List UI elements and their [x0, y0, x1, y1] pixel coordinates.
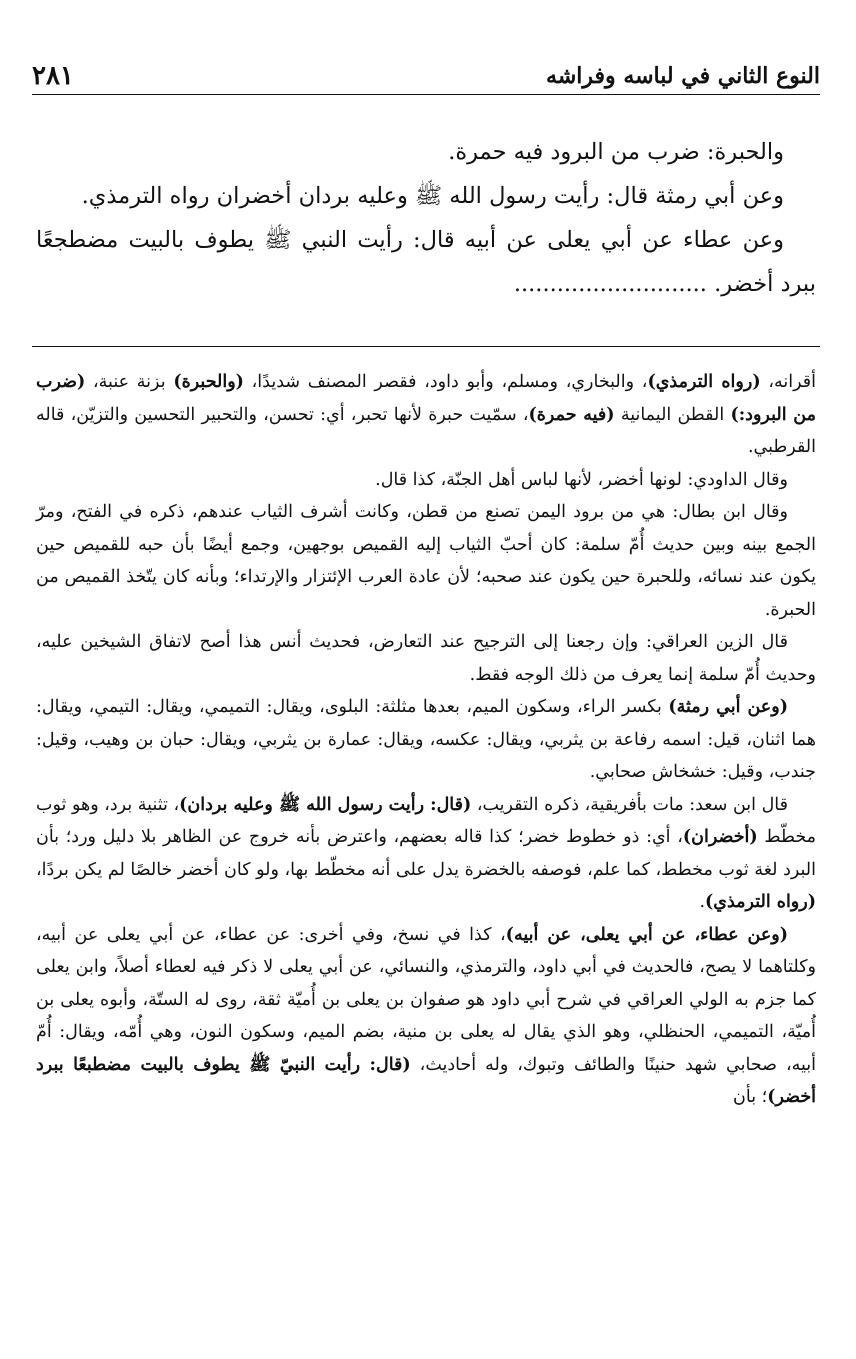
commentary-paragraph: [36, 366, 816, 464]
commentary-text: ، والبخاري، ومسلم، وأبو داود، فقصر المصنف شديدًا،: [243, 372, 648, 392]
matn-line-hibara: والحبرة: ضرب من البرود فيه حمرة.: [448, 139, 784, 165]
running-header: [32, 58, 820, 95]
matn-hadith-abu-ramtha: وعن أبي رمثة قال: رأيت رسول الله ﷺ وعليه بردان أخضران رواه الترمذي.: [81, 183, 784, 209]
matn-hadith-ata-text: وعن عطاء عن أبي يعلى عن أبيه قال: رأيت النبي ﷺ يطوف بالبيت مضطجعًا ببرد أخضر.: [36, 227, 816, 297]
quoted-matn: (وعن أبي رمثة): [668, 697, 788, 717]
commentary-paragraph: [36, 919, 816, 1114]
quoted-matn: (ضرب من البرود:): [36, 372, 816, 425]
commentary-text: ، كذا في نسخ، وفي أخرى: عن عطاء، عن أبي يعلى عن أبيه، وكلتاهما لا يصح، فالحديث في أبي داود، والترمذي، والنسائي، عن أبي يعلى لا ذكر فيه لعطاء أصلاً، وابن يعلى كما جزم به الولي العراقي في شرح أبي داود هو صفوان بن يعلى بن أُميّة ثقة، روى له الستّة، وأبوه يعلى بن أُميّة، التميمي، الحنظلي، وهو الذي يقال له يعلى بن منية، بضم الميم، وسكون النون، وهي أُمّه، ويقال: أُمّ أبيه، صحابي شهد حنينًا والطائف وتبوك، وله أحاديث،: [36, 924, 816, 1075]
commentary-paragraph: وقال ابن بطال: هي من برود اليمن تصنع من قطن، وكانت أشرف الثياب عندهم، ذكره في الفتح، ومرّ الجمع بينه وبين حديث أُمّ سلمة: كان أحبّ الثياب إليه القميص بوجهين، وجمع أيضًا بأن حبه للقميص حين يكون عند نسائه، وللحبرة حين يكون عند صحبه؛ لأن عادة العرب الإئتزار والإرتداء؛ وبأنه كان يتّخذ القميص من الحبرة.: [36, 502, 816, 620]
quoted-matn: (أخضران): [682, 827, 758, 847]
chapter-title: النوع الثاني في لباسه وفراشه: [546, 63, 820, 89]
commentary-text: أقرانه،: [760, 372, 816, 392]
commentary-text: ، تثنية برد، وهو ثوب مخطّط: [36, 794, 816, 847]
commentary-text: بكسر الراء، وسكون الميم، بعدها مثلثة: البلوى، ويقال: التميمي، ويقال: التيمي، ويقال: هما اثنان، قيل: اسمه رفاعة بن يثربي، ويقال: عكسه، ويقال: عمارة بن يثربي، ويقال: حبان بن وهيب، وقيل: جندب، وقيل: خشخاش صحابي.: [36, 697, 816, 782]
continuation-dots: ...........................: [513, 271, 707, 297]
page-number: ٢٨١: [32, 61, 74, 91]
quoted-matn: (رواه الترمذي): [705, 892, 816, 912]
main-text: [36, 130, 816, 306]
commentary: [36, 366, 816, 1114]
commentary-text: ؛ بأن: [733, 1087, 768, 1107]
quoted-matn: (وعن عطاء، عن أبي يعلى، عن أبيه): [505, 924, 789, 945]
commentary-text: بزنة عنبة،: [85, 372, 174, 392]
commentary-text: القطن اليمانية: [614, 404, 731, 425]
footnote-divider: [32, 346, 820, 347]
quoted-matn: (قال: رأيت النبيّ ﷺ يطوف بالبيت مضطبعًا ببرد أخضر): [36, 1054, 816, 1107]
commentary-paragraph: قال الزين العراقي: وإن رجعنا إلى الترجيح عند التعارض، فحديث أنس هذا أصح لاتفاق الشيخين عليه، وحديث أُمّ سلمة إنما يعرف من ذلك الوجه فقط.: [36, 632, 816, 685]
commentary-paragraph: وقال الداودي: لونها أخضر، لأنها لباس أهل الجنّة، كذا قال.: [375, 469, 788, 490]
commentary-paragraph: [36, 691, 816, 789]
quoted-matn: (فيه حمرة): [528, 404, 615, 425]
commentary-text: ، أي: ذو خطوط خضر؛ كذا قاله بعضهم، واعترض بأنه خروج عن الظاهر بلا دليل ورد؛ بأن البرد لغة ثوب مخطط، كما علم، فوصفه بالخضرة يدل على أنه مخطّط بها، ولو كان أخضر خالصًا لم يكن بردًا،: [36, 827, 816, 880]
commentary-text: ، سمّيت حبرة لأنها تحبر، أي: تحسن، والتحبير التحسين والتزيّن، قاله القرطبي.: [36, 404, 816, 457]
commentary-paragraph: [36, 789, 816, 919]
quoted-matn: (قال: رأيت رسول الله ﷺ وعليه بردان): [179, 794, 472, 815]
commentary-text: .: [699, 892, 706, 912]
quoted-matn: (رواه الترمذي): [647, 372, 761, 392]
commentary-text: قال ابن سعد: مات بأفريقية، ذكره التقريب،: [471, 794, 788, 815]
matn-hadith-ata: [36, 218, 816, 306]
quoted-matn: (والحبرة): [173, 372, 244, 392]
